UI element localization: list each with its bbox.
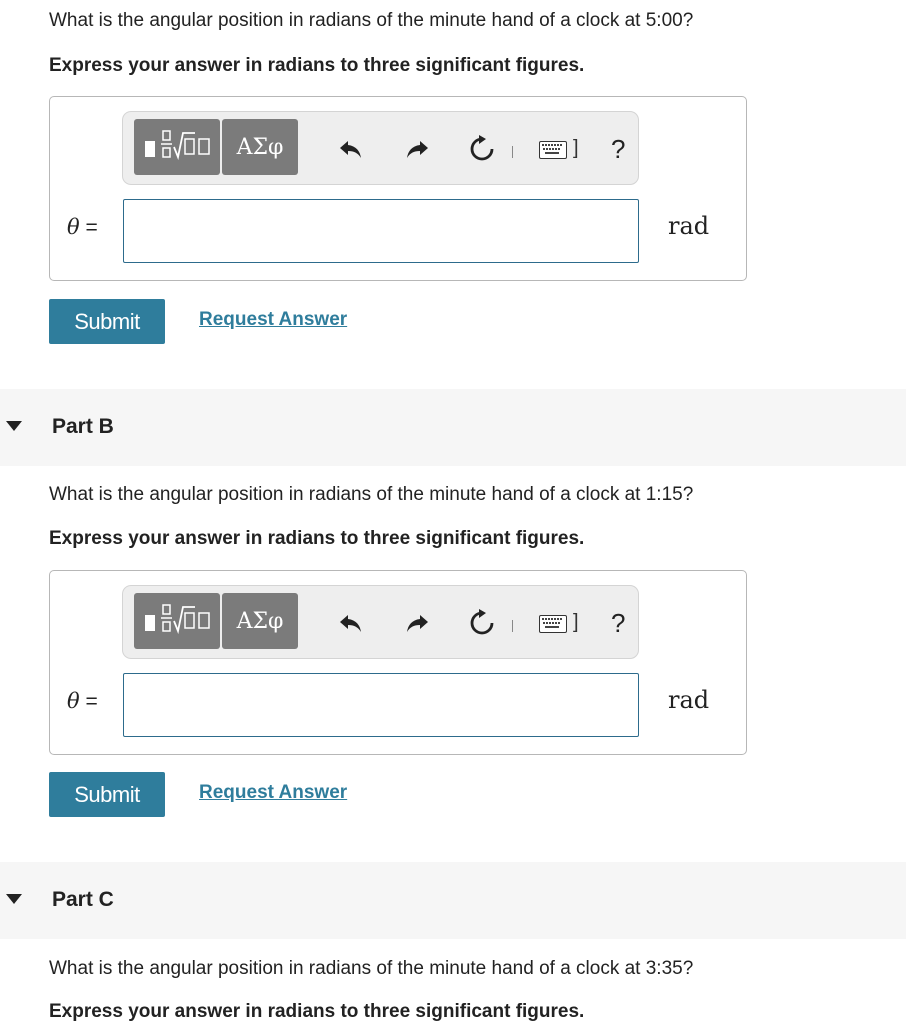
keyboard-bracket: ]: [573, 137, 579, 159]
answer-input[interactable]: [123, 673, 639, 737]
keyboard-icon[interactable]: [539, 615, 567, 633]
caret-down-icon: [6, 894, 22, 904]
templates-button[interactable]: [134, 119, 220, 175]
undo-icon[interactable]: [338, 610, 364, 636]
part-b: [0, 474, 906, 834]
part-a: [0, 0, 906, 360]
submit-button[interactable]: Submit: [49, 299, 165, 344]
variable-label: θ =: [67, 215, 98, 239]
question-text: What is the angular position in radians of the minute hand of a clock at 1:15?: [49, 484, 694, 505]
part-c-header[interactable]: [0, 862, 906, 939]
submit-button[interactable]: Submit: [49, 772, 165, 817]
answer-box: [49, 570, 747, 755]
reset-icon[interactable]: [467, 608, 497, 638]
part-title: Part C: [52, 888, 114, 911]
question-text: What is the angular position in radians of the minute hand of a clock at 3:35?: [49, 958, 694, 979]
part-title: Part B: [52, 415, 114, 438]
toolbar-separator: [512, 620, 513, 632]
fraction-sqrt-icon: [141, 601, 213, 641]
question-text: What is the angular position in radians of the minute hand of a clock at 5:00?: [49, 10, 694, 31]
undo-icon[interactable]: [338, 136, 364, 162]
part-c: [0, 948, 906, 1024]
unit-label: rad: [668, 212, 710, 240]
toolbar-separator: [512, 146, 513, 158]
keyboard-icon[interactable]: [539, 141, 567, 159]
keyboard-bracket: ]: [573, 611, 579, 633]
math-toolbar: [122, 585, 639, 659]
instruction-text: Express your answer in radians to three significant figures.: [49, 55, 585, 76]
answer-input[interactable]: [123, 199, 639, 263]
part-b-header[interactable]: [0, 389, 906, 466]
redo-icon[interactable]: [404, 136, 430, 162]
instruction-text: Express your answer in radians to three significant figures.: [49, 1001, 585, 1022]
greek-symbols-button[interactable]: ΑΣφ: [222, 593, 298, 649]
variable-label: θ =: [67, 689, 98, 713]
help-button[interactable]: ?: [611, 134, 626, 164]
greek-symbols-button[interactable]: ΑΣφ: [222, 119, 298, 175]
caret-down-icon: [6, 421, 22, 431]
help-button[interactable]: ?: [611, 608, 626, 638]
templates-button[interactable]: [134, 593, 220, 649]
request-answer-link[interactable]: Request Answer: [199, 309, 348, 330]
request-answer-link[interactable]: Request Answer: [199, 782, 348, 803]
reset-icon[interactable]: [467, 134, 497, 164]
answer-box: [49, 96, 747, 281]
math-toolbar: [122, 111, 639, 185]
fraction-sqrt-icon: [141, 127, 213, 167]
unit-label: rad: [668, 686, 710, 714]
redo-icon[interactable]: [404, 610, 430, 636]
instruction-text: Express your answer in radians to three significant figures.: [49, 528, 585, 549]
